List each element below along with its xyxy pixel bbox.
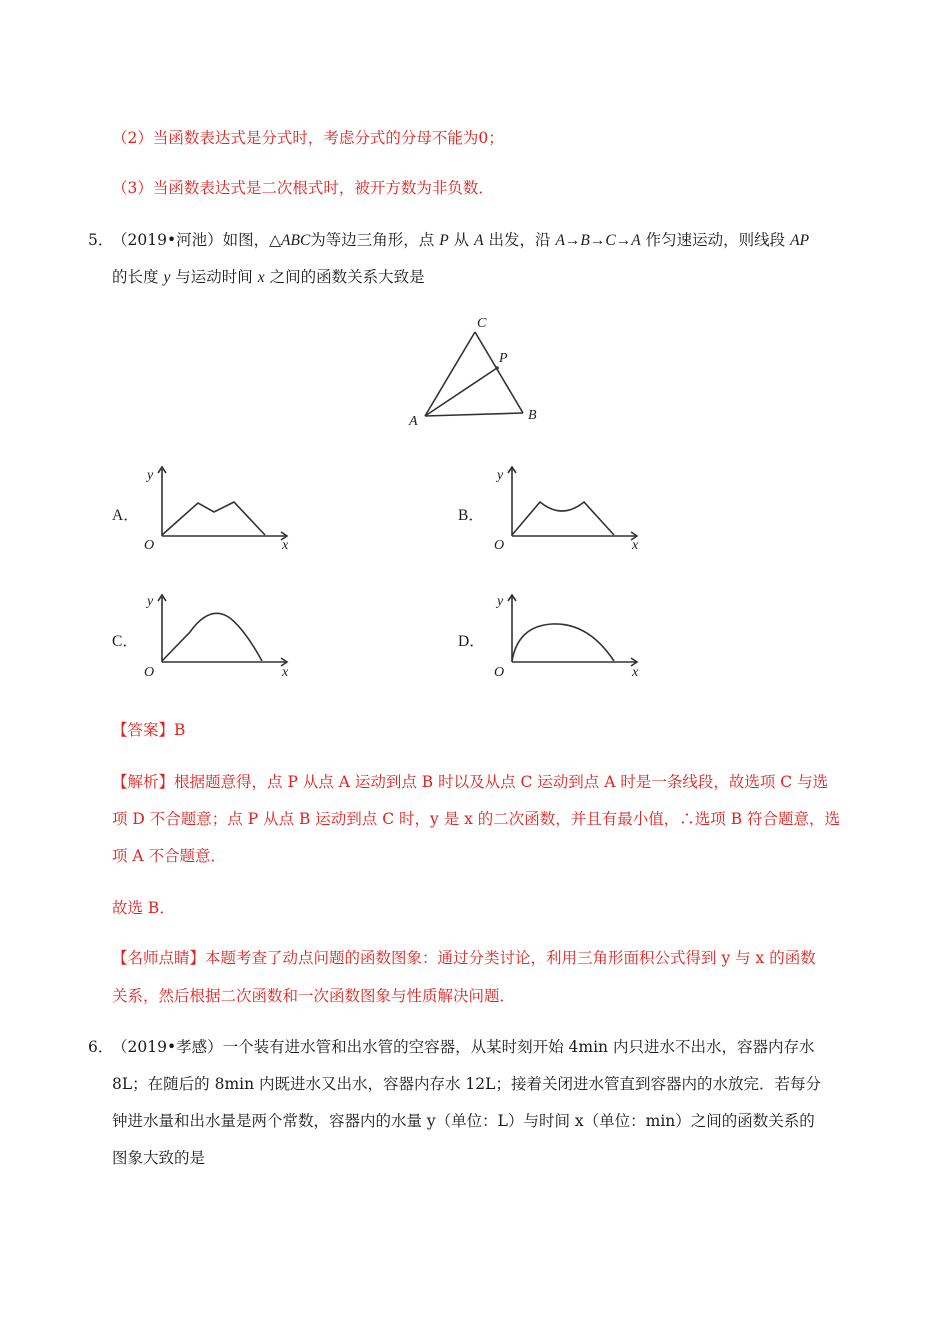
x-axis-label: x [282,538,289,553]
label-c: C [477,316,487,331]
segment-ap [425,368,497,416]
option-d-curve [512,624,614,661]
option-d-graph[interactable] [490,590,650,682]
origin-label: O [144,665,155,680]
option-b-graph[interactable] [490,462,650,554]
option-b-curve [512,502,614,535]
y-axis-label: y [497,594,504,609]
option-c-curve [162,613,262,661]
point-p-dot [495,366,499,370]
side-cb [475,332,523,413]
triangle-figure [405,312,555,432]
option-c-label[interactable]: C． [112,633,138,650]
answer-line: 【答案】B [112,721,186,739]
side-ac [425,332,475,416]
x-axis-label: x [632,538,639,553]
label-p: P [499,351,508,366]
x-axis-label: x [632,665,639,680]
question-6-line4: 图象大致的是 [112,1149,206,1167]
side-ab [425,413,523,416]
option-d-label[interactable]: D． [458,633,485,650]
label-a: A [409,414,418,429]
question-6-line1: （2019•孝感）一个装有进水管和出水管的空容器，从某时刻开始 4min 内只进水不出水，容器内存水 [112,1038,815,1056]
origin-label: O [494,665,505,680]
option-a-graph[interactable] [140,462,300,554]
option-a-curve [162,502,265,535]
origin-label: O [144,538,155,553]
analysis-line2: 项 D 不合题意；点 P 从点 B 运动到点 C 时，y 是 x 的二次函数，并且有最小值，∴选项 B 符合题意，选 [112,810,841,828]
tip-line1: 【名师点睛】本题考查了动点问题的函数图象：通过分类讨论，利用三角形面积公式得到 y 与 x 的函数 [112,949,816,967]
note-2: （2）当函数表达式是分式时，考虑分式的分母不能为0； [112,129,504,147]
question-6-number: 6． [88,1038,114,1056]
question-5-stem-line1: （2019•河池）如图，△ABC为等边三角形，点 P 从 A 出发，沿 A→B→C→A 作匀速运动，则线段 AP [112,231,810,249]
conclusion-line: 故选 B． [112,899,175,917]
note-3: （3）当函数表达式是二次根式时，被开方数为非负数． [112,179,494,197]
question-5-number: 5． [88,231,114,249]
option-c-graph[interactable] [140,590,300,682]
question-6-line2: 8L；在随后的 8min 内既进水又出水，容器内存水 12L；接着关闭进水管直到容器内的水放完．若每分 [112,1075,821,1093]
question-5-stem-line2: 的长度 y 与运动时间 x 之间的函数关系大致是 [112,268,425,286]
analysis-line3: 项 A 不合题意． [112,847,227,865]
origin-label: O [494,538,505,553]
question-6-line3: 钟进水量和出水量是两个常数，容器内的水量 y（单位：L）与时间 x（单位：min）之间的函数关系的 [112,1112,815,1130]
y-axis-label: y [147,468,154,483]
option-b-label[interactable]: B． [458,507,484,524]
label-b: B [528,408,537,423]
option-a-label[interactable]: A． [112,507,139,524]
x-axis-label: x [282,665,289,680]
y-axis-label: y [147,594,154,609]
analysis-line1: 【解析】根据题意得，点 P 从点 A 运动到点 B 时以及从点 C 运动到点 A 时是一条线段，故选项 C 与选 [112,773,829,791]
y-axis-label: y [497,468,504,483]
tip-line2: 关系，然后根据二次函数和一次函数图象与性质解决问题． [112,987,516,1005]
